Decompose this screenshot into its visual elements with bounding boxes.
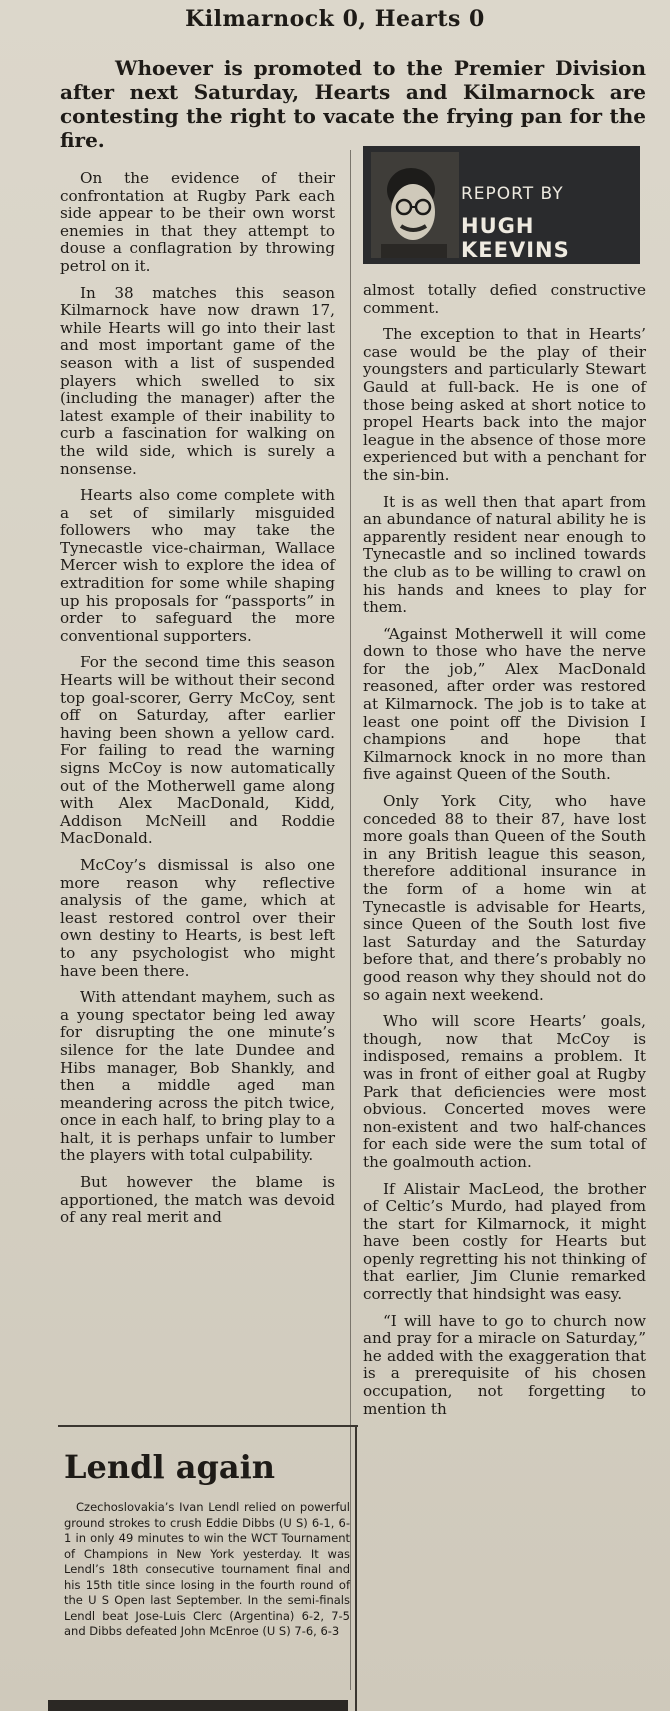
- paragraph: Only York City, who have conceded 88 to their 87, have lost more goals than Queen of the South in any British league this season, therefore additional insurance in the form of a home win at Tynecastle is advisable for Hearts, since Queen of the South lost five last Saturday and the Saturday before that, and there’s probably no good reason why they should not do so again next weekend.: [363, 792, 646, 1004]
- paragraph: Hearts also come complete with a set of similarly misguided followers who may take the Tynecastle vice-chairman, Wallace Mercer wish to explore the idea of extradition for some while shaping up his proposals for “passports” in order to safeguard the more conventional supporters.: [60, 486, 335, 645]
- sidebar-body: Czechoslovakia’s Ivan Lendl relied on powerful ground strokes to crush Eddie Dibbs (U S) 6-1, 6-1 in only 49 minutes to win the WCT Tournament of Champions in New York yesterday. It was Lendl’s 18th consecutive tournament final and his 15th title since losing in the fourth round of the U S Open last September. In the semi-finals Lendl beat Jose-Luis Clerc (Argentina) 6-2, 7-5 and Dibbs defeated John McEnroe (U S) 7-6, 6-3: [64, 1500, 350, 1638]
- next-headline-fragment: [48, 1700, 348, 1711]
- sidebar-rule-side: [355, 1425, 357, 1711]
- sidebar-rule-top: [58, 1425, 358, 1427]
- paragraph: Who will score Hearts’ goals, though, now that McCoy is indisposed, remains a problem. It was in front of either goal at Rugby Park that deficiencies were most obvious. Concerted moves were non-existent and two half-chances for each side were the sum total of the goalmouth action.: [363, 1012, 646, 1171]
- byline-box: [363, 146, 640, 264]
- left-column: [60, 170, 335, 1236]
- paragraph: It is as well then that apart from an abundance of natural ability he is apparently resident near enough to Tynecastle and so inclined towards the club as to be willing to crawl on his hands and knees to play for them.: [363, 492, 646, 617]
- article-lede: Whoever is promoted to the Premier Division after next Saturday, Hearts and Kilmarnock are contesting the right to vacate the frying pan for the fire.: [60, 56, 646, 152]
- paragraph: “Against Motherwell it will come down to those who have the nerve for the job,” Alex MacDonald reasoned, after order was restored at Kilmarnock. The job is to take at least one point off the Division I champions and hope that Kilmarnock knock in no more than five against Queen of the South.: [363, 624, 646, 784]
- sidebar-title: Lendl again: [64, 1448, 276, 1486]
- right-column: [363, 282, 646, 1427]
- byline-author: HUGH KEEVINS: [461, 214, 570, 262]
- paragraph: With attendant mayhem, such as a young spectator being led away for disrupting the one minute’s silence for the late Dundee and Hibs manager, Bob Shankly, and then a middle aged man meandering across the pitch twice, once in each half, to bring play to a halt, it is perhaps unfair to lumber the players with total culpability.: [60, 988, 335, 1165]
- portrait-photo: [371, 152, 459, 258]
- paragraph: But however the blame is apportioned, the match was devoid of any real merit and: [60, 1173, 335, 1227]
- paragraph: If Alistair MacLeod, the brother of Celtic’s Murdo, had played from the start for Kilmarnock, it might have been costly for Hearts but openly regretting his not thinking of that earlier, Jim Clunie remarked correctly that hindsight was easy.: [363, 1179, 646, 1304]
- column-divider: [350, 150, 351, 1690]
- paragraph: “I will have to go to church now and pray for a miracle on Saturday,” he added with the exaggeration that is a prerequisite of his chosen occupation, not forgetting to mention th: [363, 1311, 646, 1418]
- article-headline: Kilmarnock 0, Hearts 0: [185, 6, 485, 32]
- paragraph: McCoy’s dismissal is also one more reason why reflective analysis of the game, which at least restored control over their own destiny to Hearts, is best left to any psychologist who might have been there.: [60, 855, 335, 980]
- paragraph: On the evidence of their confrontation at Rugby Park each side appear to be their own worst enemies in that they attempt to douse a conflagration by throwing petrol on it.: [60, 169, 335, 275]
- paragraph: almost totally defied constructive comment.: [363, 281, 646, 317]
- paragraph: In 38 matches this season Kilmarnock have now drawn 17, while Hearts will go into their last and most important game of the season with a list of suspended players which swelled to six (including the manager) after the latest example of their inability to curb a fascination for walking on the wild side, which is surely a nonsense.: [60, 283, 335, 478]
- paragraph: For the second time this season Hearts will be without their second top goal-scorer, Gerry McCoy, sent off on Saturday, after earlier having been shown a yellow card. For failing to read the warning signs McCoy is now automatically out of the Motherwell game along with Alex MacDonald, Kidd, Addison McNeill and Roddie MacDonald.: [60, 653, 335, 848]
- paragraph: The exception to that in Hearts’ case would be the play of their youngsters and particularly Stewart Gauld at full-back. He is one of those being asked at short notice to propel Hearts back into the major league in the absence of those more experienced but with a penchant for the sin-bin.: [363, 325, 646, 484]
- byline-kicker: REPORT BY: [461, 184, 564, 204]
